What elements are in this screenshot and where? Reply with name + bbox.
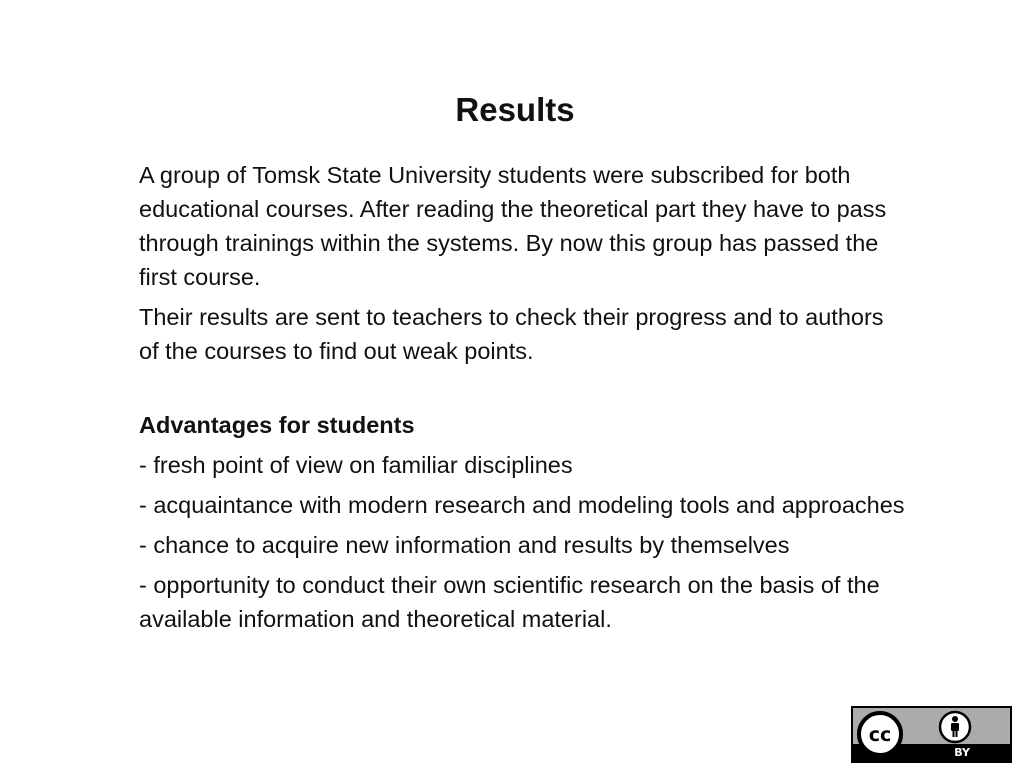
cc-logo-icon — [853, 708, 1010, 761]
svg-text:cc: cc — [868, 724, 892, 746]
advantage-item-2: - acquaintance with modern research and modeling tools and approaches — [139, 492, 905, 518]
advantage-item-1: - fresh point of view on familiar disciplines — [139, 452, 573, 478]
advantages-heading: Advantages for students — [139, 412, 415, 438]
creative-commons-by-icon — [851, 706, 1012, 763]
advantage-item-4: - opportunity to conduct their own scientific research on the basis of the available information and theoretical material. — [139, 572, 880, 632]
by-label: BY — [954, 746, 970, 759]
intro-paragraph: A group of Tomsk State University students were subscribed for both educational courses. After reading the theoretical part they have to pass through trainings within the systems. By now this group has passed the first course. — [139, 162, 887, 290]
results-paragraph: Their results are sent to teachers to check their progress and to authors of the courses to find out weak points. — [139, 304, 884, 364]
advantage-item-3: - chance to acquire new information and results by themselves — [139, 532, 790, 558]
section-spacer — [139, 374, 909, 408]
slide-title: Results — [455, 91, 575, 128]
slide-content — [139, 158, 909, 642]
